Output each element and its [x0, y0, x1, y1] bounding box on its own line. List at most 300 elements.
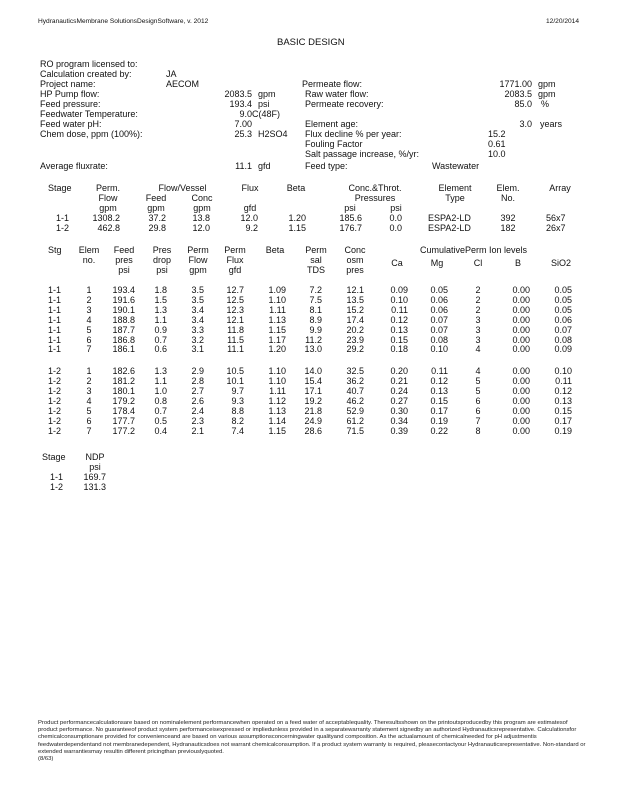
perm-flux-cell: 12.1 — [226, 314, 244, 325]
element-number-cell: 6 — [86, 334, 92, 345]
ca-cell: 0.11 — [391, 304, 408, 315]
array-cell: 56x7 — [546, 213, 566, 223]
sio2-cell: 0.10 — [554, 366, 572, 377]
chem-dose-label: Chem dose, ppm (100%): — [40, 129, 143, 139]
element-age-value: 3.0 — [519, 119, 532, 129]
element-number-cell: 3 — [86, 386, 92, 397]
col-elem: Elem — [78, 245, 100, 255]
cl-cell: 6 — [475, 405, 481, 416]
ro-licensed-label: RO program licensed to: — [40, 59, 138, 69]
perm-flow-cell: 462.8 — [97, 223, 120, 233]
beta-cell: 1.11 — [269, 304, 286, 315]
col-cl: Cl — [473, 258, 483, 268]
feed-pressure-label: Feed pressure: — [40, 99, 101, 109]
element-number-cell: 2 — [86, 294, 92, 305]
ca-cell: 0.21 — [390, 376, 408, 387]
col-pres-drop-2: drop — [152, 255, 171, 265]
ca-cell: 0.10 — [390, 294, 408, 305]
disclaimer-text: Product performancecalculationsare based on nominalelement performancewhen operated on a feed water of acceptablequality. Theresultsshown on the printoutsproducedby this program are estimatesof product performance. No guaranteeof product system performanceisexpressed or impliedunless provided in a separatewarranty statement signedby an authorized Hydranauticsrepresentative. Calculationsfor chemicalconsumptionare provided for convenienceand are based on various assumptionsconcerningwater qualityand composition. As the actualamount of chemicalneeded for pH adjustmentis feedwaterdependentand not membranedependent, Hydranauticsdoes not warrant chemicalconsumption. If a product system warranty is required, pleasecontactyour Hydranauticsrepresentative. Non-standard or extended warrantiesmay resultin different pricingthan previouslyquoted. — [38, 720, 586, 755]
pressure-drop-cell: 1.5 — [154, 294, 167, 305]
element-number-cell: 6 — [86, 415, 92, 426]
beta-cell: 1.13 — [268, 405, 286, 416]
perm-flow-cell: 2.3 — [191, 415, 204, 426]
col-flux: Flux — [241, 183, 259, 193]
b-cell: 0.00 — [512, 334, 530, 345]
element-number-cell: 5 — [86, 324, 92, 335]
ndp-col-stage: Stage — [42, 452, 66, 462]
unit-conc: gpm — [193, 203, 211, 213]
col-element-type: Type — [445, 193, 465, 203]
recovery-label: Permeate recovery: — [305, 99, 384, 109]
b-cell: 0.00 — [512, 344, 530, 355]
col-array: Array — [549, 183, 571, 193]
sio2-cell: 0.11 — [555, 376, 572, 387]
sio2-cell: 0.05 — [554, 285, 572, 295]
element-number-cell: 1 — [86, 285, 92, 295]
feed-flow-cell: 29.8 — [148, 223, 166, 233]
calc-by-value: JA — [166, 69, 177, 79]
osmotic-pressure-cell: 15.2 — [346, 304, 364, 315]
perm-flux-cell: 9.7 — [231, 386, 244, 397]
col-feed-pres-2: pres — [115, 255, 133, 265]
perm-tds-cell: 9.9 — [309, 324, 322, 335]
element-age-label: Element age: — [305, 119, 359, 129]
beta-cell: 1.14 — [268, 415, 286, 426]
ca-cell: 0.12 — [390, 314, 408, 325]
perm-tds-cell: 17.1 — [304, 386, 322, 397]
element-age-unit: years — [540, 119, 563, 129]
col-elem-no: no. — [82, 255, 96, 265]
perm-flux-cell: 11.1 — [227, 344, 244, 355]
perm-flux-cell: 10.5 — [226, 366, 244, 377]
pressure-drop-cell: 0.6 — [154, 344, 167, 355]
perm-tds-cell: 8.1 — [309, 304, 322, 315]
flux-decline-value: 15.2 — [488, 129, 506, 139]
mg-cell: 0.11 — [431, 366, 448, 377]
stage-cell: 1-1 — [48, 334, 62, 345]
sio2-cell: 0.06 — [554, 314, 572, 325]
element-number-cell: 5 — [86, 405, 92, 416]
cl-cell: 5 — [475, 376, 481, 387]
perm-flow-cell: 3.4 — [191, 314, 204, 325]
element-type-cell: ESPA2-LD — [428, 223, 471, 233]
beta-cell: 1.15 — [268, 425, 286, 436]
fouling-value: 0.61 — [488, 139, 506, 149]
col-conc: Conc — [191, 193, 213, 203]
element-type-cell: ESPA2-LD — [428, 213, 471, 223]
osmotic-pressure-cell: 29.2 — [346, 344, 364, 355]
col-perm-flow-unit: gpm — [189, 265, 207, 275]
mg-cell: 0.07 — [430, 314, 448, 325]
conc-pressure-cell: 185.6 — [339, 213, 362, 223]
col-perm-flow: Flow — [98, 193, 118, 203]
conc-flow-cell: 12.0 — [192, 223, 210, 233]
osmotic-pressure-cell: 32.5 — [346, 366, 364, 377]
col-conc-osm-unit: pres — [346, 265, 364, 275]
feed-ph-label: Feed water pH: — [40, 119, 102, 129]
flux-decline-label: Flux decline % per year: — [305, 129, 402, 139]
feed-pressure-cell: 190.1 — [112, 304, 135, 315]
element-number-cell: 4 — [86, 314, 92, 325]
col-ca: Ca — [391, 258, 403, 268]
perm-flow-cell: 3.4 — [191, 304, 204, 315]
ca-cell: 0.30 — [390, 405, 408, 416]
pressure-drop-cell: 0.7 — [154, 334, 167, 345]
element-count-cell: 182 — [500, 223, 516, 233]
col-perm-flux: Perm — [224, 245, 246, 255]
feed-pressure-cell: 180.1 — [112, 386, 135, 397]
stage-cell: 1-2 — [48, 405, 62, 416]
beta-cell: 1.15 — [268, 324, 286, 335]
perm-flow-cell: 3.2 — [191, 334, 204, 345]
perm-flow-cell: 2.6 — [191, 396, 204, 406]
raw-flow-label: Raw water flow: — [305, 89, 369, 99]
perm-flux-cell: 8.2 — [231, 415, 244, 426]
mg-cell: 0.06 — [430, 304, 448, 315]
unit-flux: gfd — [243, 203, 257, 213]
col-elem: Elem. — [496, 183, 520, 193]
hp-pump-value: 2083.5 — [224, 89, 252, 99]
beta-cell: 1.10 — [268, 294, 286, 305]
conc-pressure-cell: 176.7 — [339, 223, 362, 233]
cl-cell: 3 — [475, 314, 481, 325]
sio2-cell: 0.15 — [554, 405, 572, 416]
col-conc-osm: Conc — [344, 245, 366, 255]
array-cell: 26x7 — [546, 223, 566, 233]
permeate-flow-value: 1771.00 — [499, 79, 532, 89]
cl-cell: 3 — [475, 324, 481, 335]
osmotic-pressure-cell: 23.9 — [346, 334, 364, 345]
beta-cell: 1.20 — [288, 213, 306, 223]
cl-cell: 4 — [475, 366, 481, 377]
cl-cell: 6 — [475, 396, 481, 406]
fouling-label: Fouling Factor — [305, 139, 363, 149]
perm-tds-cell: 8.9 — [309, 314, 322, 325]
perm-flow-cell: 2.1 — [191, 425, 204, 436]
unit-feed: gpm — [147, 203, 165, 213]
b-cell: 0.00 — [512, 324, 530, 335]
perm-flux-cell: 9.3 — [231, 396, 244, 406]
pressure-drop-cell: 0.7 — [154, 405, 167, 416]
salt-passage-label: Salt passage increase, %/yr: — [305, 149, 420, 159]
ca-cell: 0.27 — [390, 396, 408, 406]
feed-pressure-cell: 181.2 — [112, 376, 135, 387]
perm-tds-cell: 11.2 — [305, 334, 322, 345]
perm-flow-cell: 3.5 — [191, 285, 204, 295]
feed-pressure-cell: 182.6 — [112, 366, 135, 377]
stage-cell: 1-2 — [48, 415, 62, 426]
mg-cell: 0.05 — [430, 285, 448, 295]
stage-cell: 1-1 — [48, 314, 62, 325]
stage-cell: 1-2 — [48, 425, 62, 436]
mg-cell: 0.19 — [430, 415, 448, 426]
project-value: AECOM — [166, 79, 200, 89]
osmotic-pressure-cell: 20.2 — [346, 324, 364, 335]
mg-cell: 0.08 — [430, 334, 448, 345]
osmotic-pressure-cell: 12.1 — [346, 285, 364, 295]
throt-pressure-cell: 0.0 — [389, 223, 402, 233]
col-b: B — [514, 258, 521, 268]
perm-flux-cell: 11.8 — [227, 324, 244, 335]
ndp-stage-cell: 1-2 — [50, 482, 64, 492]
perm-flux-cell: 10.1 — [226, 376, 244, 387]
perm-tds-cell: 7.2 — [309, 285, 322, 295]
feed-pressure-cell: 186.1 — [112, 344, 135, 355]
sio2-cell: 0.08 — [554, 334, 572, 345]
col-flow-vessel: Flow/Vessel — [158, 183, 207, 193]
beta-cell: 1.11 — [269, 386, 286, 397]
col-beta: Beta — [286, 183, 306, 193]
project-label: Project name: — [40, 79, 96, 89]
ndp-col-unit: psi — [89, 462, 101, 472]
perm-flux-cell: 12.5 — [226, 294, 244, 305]
feed-temp-unit: C(48F) — [252, 109, 281, 119]
perm-tds-cell: 24.9 — [304, 415, 322, 426]
osmotic-pressure-cell: 40.7 — [346, 386, 364, 397]
throt-pressure-cell: 0.0 — [389, 213, 402, 223]
cl-cell: 3 — [475, 334, 481, 345]
unit-conc-pressure: psi — [344, 203, 356, 213]
stage-cell: 1-2 — [48, 366, 62, 377]
element-count-cell: 392 — [500, 213, 516, 223]
beta-cell: 1.12 — [268, 396, 286, 406]
feed-pressure-cell: 179.2 — [112, 396, 135, 406]
stage-cell: 1-1 — [48, 304, 62, 315]
feed-pressure-cell: 177.7 — [112, 415, 135, 426]
element-number-cell: 3 — [86, 304, 92, 315]
page-title: BASIC DESIGN — [277, 37, 345, 48]
col-perm-flow: Perm — [187, 245, 209, 255]
feed-pressure-cell: 191.6 — [112, 294, 135, 305]
ca-cell: 0.09 — [390, 285, 408, 295]
col-feed: Feed — [145, 193, 167, 203]
perm-flow-cell: 3.3 — [191, 324, 204, 335]
osmotic-pressure-cell: 36.2 — [346, 376, 364, 387]
perm-tds-cell: 7.5 — [309, 294, 322, 305]
cl-cell: 7 — [475, 415, 481, 426]
perm-flux-cell: 12.7 — [226, 285, 244, 295]
ca-cell: 0.24 — [390, 386, 408, 397]
perm-tds-cell: 21.8 — [304, 405, 322, 416]
permeate-flow-unit: gpm — [538, 79, 556, 89]
pressure-drop-cell: 0.4 — [154, 425, 167, 436]
beta-cell: 1.17 — [268, 334, 286, 345]
col-element: Element — [438, 183, 472, 193]
sio2-cell: 0.19 — [554, 425, 572, 436]
feed-ph-value: 7.00 — [234, 119, 252, 129]
mg-cell: 0.17 — [430, 405, 448, 416]
sio2-cell: 0.17 — [554, 415, 572, 426]
feed-temp-label: Feedwater Temperature: — [40, 109, 138, 119]
feed-pressure-cell: 177.2 — [112, 425, 135, 436]
hp-pump-unit: gpm — [258, 89, 276, 99]
beta-cell: 1.15 — [288, 223, 306, 233]
col-perm-sal-unit: TDS — [307, 265, 325, 275]
recovery-value: 85.0 — [514, 99, 532, 109]
flux-cell: 9.2 — [245, 223, 258, 233]
pressure-drop-cell: 1.3 — [154, 304, 167, 315]
feed-flow-cell: 37.2 — [148, 213, 166, 223]
pressure-drop-cell: 1.8 — [154, 285, 167, 295]
ca-cell: 0.39 — [390, 425, 408, 436]
b-cell: 0.00 — [512, 376, 530, 387]
stage-cell: 1-2 — [56, 223, 70, 233]
feed-temp-value: 9.0 — [239, 109, 252, 119]
pressure-drop-cell: 0.9 — [154, 324, 167, 335]
col-sio2: SiO2 — [550, 258, 571, 268]
element-number-cell: 1 — [86, 366, 92, 377]
stage-cell: 1-1 — [56, 213, 70, 223]
mg-cell: 0.07 — [430, 324, 448, 335]
perm-tds-cell: 19.2 — [304, 396, 322, 406]
cl-cell: 5 — [475, 386, 481, 397]
pressure-drop-cell: 0.5 — [154, 415, 167, 426]
sio2-cell: 0.05 — [554, 304, 572, 315]
b-cell: 0.00 — [512, 366, 530, 377]
flux-value: 11.1 — [235, 161, 252, 171]
stage-cell: 1-2 — [48, 396, 62, 406]
flux-cell: 12.0 — [240, 213, 258, 223]
calc-by-label: Calculation created by: — [40, 69, 132, 79]
feed-pressure-cell: 187.7 — [112, 324, 135, 335]
osmotic-pressure-cell: 71.5 — [346, 425, 364, 436]
beta-cell: 1.09 — [268, 285, 286, 295]
sio2-cell: 0.07 — [554, 324, 572, 335]
cl-cell: 2 — [475, 294, 481, 305]
feed-pressure-cell: 193.4 — [112, 285, 135, 295]
ca-cell: 0.20 — [390, 366, 408, 377]
beta-cell: 1.13 — [268, 314, 286, 325]
feed-pressure-unit: psi — [258, 99, 270, 109]
page-number: (8/63) — [38, 756, 54, 763]
stage-cell: 1-2 — [48, 376, 62, 387]
b-cell: 0.00 — [512, 396, 530, 406]
b-cell: 0.00 — [512, 294, 530, 305]
col-pressures: Pressures — [354, 193, 396, 203]
b-cell: 0.00 — [512, 285, 530, 295]
element-number-cell: 7 — [86, 425, 92, 436]
element-number-cell: 4 — [86, 396, 92, 406]
feed-pressure-value: 193.4 — [229, 99, 252, 109]
perm-flux-cell: 8.8 — [231, 405, 244, 416]
osmotic-pressure-cell: 46.2 — [346, 396, 364, 406]
perm-flow-cell: 2.4 — [191, 405, 204, 416]
perm-flow-cell: 1308.2 — [92, 213, 120, 223]
mg-cell: 0.10 — [430, 344, 448, 355]
mg-cell: 0.22 — [430, 425, 448, 436]
perm-flow-cell: 2.9 — [191, 366, 204, 377]
permeate-flow-label: Permeate flow: — [302, 79, 363, 89]
perm-tds-cell: 13.0 — [304, 344, 322, 355]
element-number-cell: 7 — [86, 344, 92, 355]
col-perm-flux-unit: gfd — [228, 265, 242, 275]
b-cell: 0.00 — [512, 314, 530, 325]
col-cumulative-ions: CumulativePerm Ion levels — [420, 245, 528, 255]
b-cell: 0.00 — [512, 386, 530, 397]
osmotic-pressure-cell: 13.5 — [346, 294, 364, 305]
stage-cell: 1-2 — [48, 386, 62, 397]
ca-cell: 0.15 — [390, 334, 408, 345]
stage-cell: 1-1 — [48, 294, 62, 305]
ca-cell: 0.18 — [390, 344, 408, 355]
stage-cell: 1-1 — [48, 324, 62, 335]
col-perm-flow-2: Flow — [188, 255, 208, 265]
chem-dose-value: 25.3 — [234, 129, 252, 139]
col-feed-pres: Feed — [113, 245, 135, 255]
ca-cell: 0.34 — [390, 415, 408, 426]
col-conc-osm-2: osm — [346, 255, 364, 265]
beta-cell: 1.20 — [268, 344, 286, 355]
pressure-drop-cell: 1.1 — [154, 376, 167, 387]
perm-flow-cell: 2.7 — [191, 386, 204, 397]
chem-dose-unit: H2SO4 — [258, 129, 288, 139]
flux-label: Average fluxrate: — [40, 161, 108, 171]
feed-type-label: Feed type: — [305, 161, 348, 171]
element-number-cell: 2 — [86, 376, 92, 387]
conc-flow-cell: 13.8 — [192, 213, 210, 223]
feed-type-value: Wastewater — [432, 161, 480, 171]
perm-tds-cell: 14.0 — [304, 366, 322, 377]
perm-tds-cell: 15.4 — [304, 376, 322, 387]
mg-cell: 0.06 — [430, 294, 448, 305]
osmotic-pressure-cell: 17.4 — [346, 314, 364, 325]
mg-cell: 0.15 — [430, 396, 448, 406]
pressure-drop-cell: 1.1 — [154, 314, 167, 325]
perm-tds-cell: 28.6 — [304, 425, 322, 436]
b-cell: 0.00 — [512, 425, 530, 436]
perm-flux-cell: 7.4 — [231, 425, 244, 436]
col-pres-drop: Pres — [152, 245, 172, 255]
sio2-cell: 0.05 — [554, 294, 572, 305]
mg-cell: 0.12 — [430, 376, 448, 387]
flux-unit: gfd — [258, 161, 271, 171]
col-elem-no: No. — [500, 193, 515, 203]
unit-throt-pressure: psi — [390, 203, 402, 213]
beta-cell: 1.10 — [268, 366, 286, 377]
col-pres-drop-unit: psi — [156, 265, 168, 275]
col-perm: Perm. — [95, 183, 120, 193]
perm-flux-cell: 12.3 — [226, 304, 244, 315]
report-date: 12/20/2014 — [546, 18, 580, 25]
recovery-unit: % — [541, 99, 550, 109]
raw-flow-unit: gpm — [538, 89, 556, 99]
ndp-value-cell: 169.7 — [83, 472, 106, 482]
col-perm-flux-2: Flux — [226, 255, 244, 265]
osmotic-pressure-cell: 61.2 — [346, 415, 364, 426]
ndp-value-cell: 131.3 — [83, 482, 106, 492]
perm-flow-cell: 2.8 — [191, 376, 204, 387]
pressure-drop-cell: 1.3 — [154, 366, 167, 377]
salt-passage-value: 10.0 — [488, 149, 506, 159]
ndp-col-ndp: NDP — [85, 452, 105, 462]
feed-pressure-cell: 178.4 — [112, 405, 135, 416]
raw-flow-value: 2083.5 — [504, 89, 532, 99]
app-header: HydranauticsMembrane SolutionsDesignSoftware, v. 2012 — [38, 18, 209, 25]
pressure-drop-cell: 0.8 — [154, 396, 167, 406]
perm-flux-cell: 11.5 — [227, 334, 244, 345]
perm-flow-cell: 3.5 — [191, 294, 204, 305]
unit-perm: gpm — [99, 203, 117, 213]
pressure-drop-cell: 1.0 — [154, 386, 167, 397]
feed-pressure-cell: 188.8 — [112, 314, 135, 325]
perm-flow-cell: 3.1 — [191, 344, 204, 355]
col-stg: Stg — [48, 245, 62, 255]
sio2-cell: 0.09 — [554, 344, 572, 355]
b-cell: 0.00 — [512, 405, 530, 416]
sio2-cell: 0.12 — [554, 386, 572, 397]
cl-cell: 2 — [475, 304, 481, 315]
cl-cell: 4 — [475, 344, 481, 355]
